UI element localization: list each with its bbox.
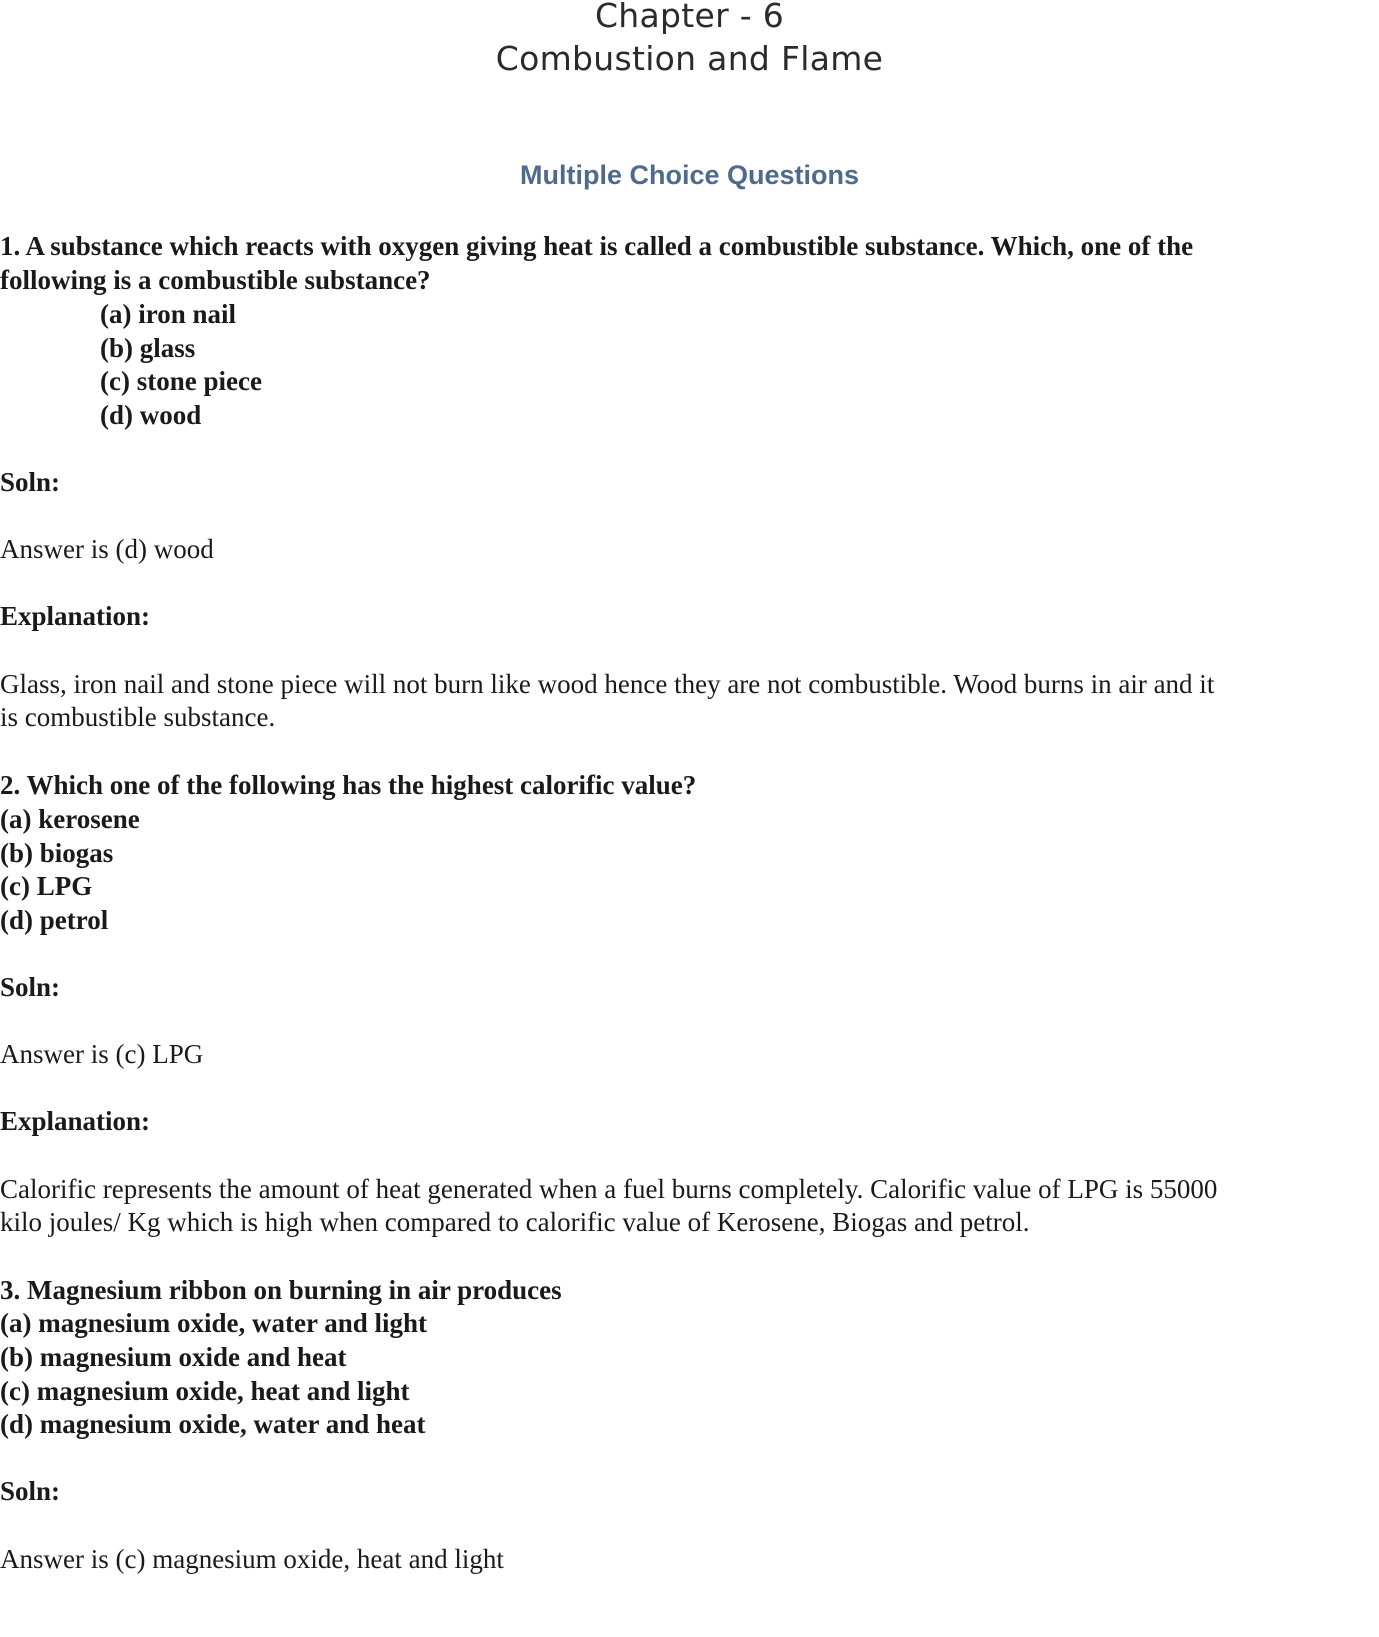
question-1-soln-label: Soln: (0, 467, 61, 497)
question-1-option-d: (d) wood (100, 400, 202, 430)
section-title: Multiple Choice Questions (519, 160, 860, 190)
question-2-answer: Answer is (c) LPG (0, 1039, 204, 1069)
question-1-line-2: following is a combustible substance? (0, 265, 431, 295)
question-2-explanation-label: Explanation: (0, 1106, 151, 1136)
question-2-soln-label: Soln: (0, 972, 61, 1002)
question-1-option-c: (c) stone piece (100, 366, 262, 396)
question-3-option-c: (c) magnesium oxide, heat and light (0, 1376, 410, 1406)
question-2-option-d: (d) petrol (0, 905, 109, 935)
question-1-option-a: (a) iron nail (100, 299, 237, 329)
question-1-answer: Answer is (d) wood (0, 534, 214, 564)
question-1-line-1: 1. A substance which reacts with oxygen giving heat is called a combustible substance. Which, one of the (0, 231, 1194, 261)
question-1-explanation-label: Explanation: (0, 601, 151, 631)
question-3-option-d: (d) magnesium oxide, water and heat (0, 1409, 426, 1439)
question-2-explanation-line-2: kilo joules/ Kg which is high when compared to calorific value of Kerosene, Biogas and petrol. (0, 1207, 1030, 1237)
chapter-title: Combustion and Flame (495, 39, 884, 78)
question-1-explanation-line-1: Glass, iron nail and stone piece will not burn like wood hence they are not combustible. Wood burns in air and it (0, 669, 1215, 699)
question-3-soln-label: Soln: (0, 1476, 61, 1506)
question-2-explanation-line-1: Calorific represents the amount of heat generated when a fuel burns completely. Calorific value of LPG is 55000 (0, 1174, 1218, 1204)
question-2-line-1: 2. Which one of the following has the highest calorific value? (0, 770, 697, 800)
question-3-option-a: (a) magnesium oxide, water and light (0, 1308, 428, 1338)
question-2-option-c: (c) LPG (0, 871, 93, 901)
question-1-option-b: (b) glass (100, 333, 196, 363)
question-1-explanation-line-2: is combustible substance. (0, 702, 276, 732)
question-3-option-b: (b) magnesium oxide and heat (0, 1342, 347, 1372)
question-2-option-b: (b) biogas (0, 838, 114, 868)
chapter-number: Chapter - 6 (594, 0, 785, 35)
question-3-answer: Answer is (c) magnesium oxide, heat and light (0, 1544, 504, 1574)
question-3-line-1: 3. Magnesium ribbon on burning in air produces (0, 1275, 562, 1305)
question-2-option-a: (a) kerosene (0, 804, 140, 834)
